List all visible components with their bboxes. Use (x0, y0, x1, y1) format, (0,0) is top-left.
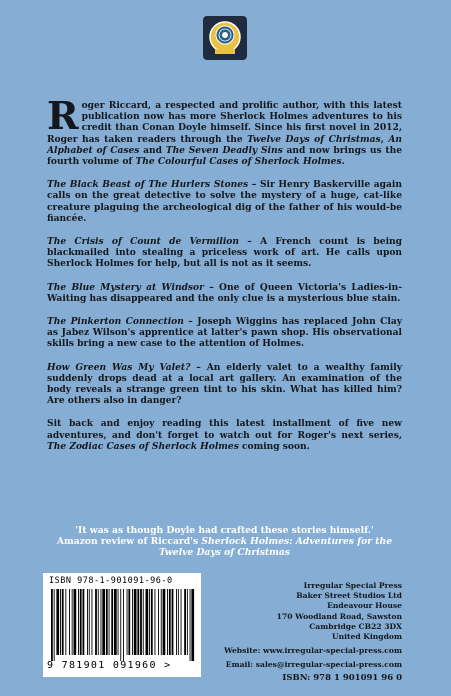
publisher-address (224, 581, 402, 683)
story-paragraph: The Blue Mystery at Windsor – One of Queen Victoria's Ladies-in-Waiting has disappeared and the only clue is a mysterious blue stain. (47, 281, 402, 304)
story-title: The Black Beast of The Hurlers Stones (47, 179, 249, 191)
closing-paragraph: Sit back and enjoy reading this latest installment of five new adventures, and don't forget to watch out for Roger's next series, The Zodiac Cases of Sherlock Holmes coming soon. (47, 418, 402, 452)
publisher-line: Cambridge CB22 3DX (309, 621, 402, 631)
publisher-isbn: ISBN: 978 1 901091 96 0 (282, 672, 402, 683)
barcode-bars-icon (49, 589, 195, 661)
irregular-special-press-logo-icon (203, 16, 247, 60)
publisher-line: Endeavour House (327, 601, 402, 611)
barcode-isbn-text: ISBN 978-1-901091-96-0 (49, 576, 173, 586)
story-title: The Crisis of Count de Vermilion (47, 236, 239, 248)
story-paragraph: The Pinkerton Connection – Joseph Wiggins has replaced John Clay as Jabez Wilson's apprentice at latter's pawn shop. His observational skills bring a new case to the attention of Holmes. (47, 316, 402, 350)
story-title: The Blue Mystery at Windsor (47, 281, 204, 293)
blurb (47, 93, 402, 464)
publisher-email: Email: sales@irregular-special-press.com (225, 660, 402, 670)
intro-paragraph: Roger Riccard, a respected and prolific author, with this latest publication now has more Sherlock Holmes adventures to his credit than Conan Doyle himself. Since his first novel in 2012, Roger has taken readers through the Twelve Days of Christmas, An Alphabet of Cases and The Seven Deadly Sins and now brings us the fourth volume of The Colourful Cases of Sherlock Holmes. (47, 93, 402, 168)
publisher-line: Baker Street Studios Ltd (296, 591, 402, 601)
story-paragraph: How Green Was My Valet? – An elderly valet to a wealthy family suddenly drops dead at a local art gallery. An examination of the body reveals a strange green tint to his skin. What has killed him? Are others also in danger? (47, 361, 402, 407)
publisher-line: Irregular Special Press (303, 581, 402, 590)
review-quote (47, 525, 402, 558)
story-title: The Pinkerton Connection (47, 316, 184, 328)
quote-line: 'It was as though Doyle had crafted these stories himself.' (75, 525, 374, 536)
story-title: How Green Was My Valet? (47, 361, 191, 373)
isbn-barcode (43, 573, 201, 677)
publisher-website: Website: www.irregular-special-press.com (224, 646, 402, 656)
story-paragraph: The Crisis of Count de Vermilion – A French count is being blackmailed into stealing a priceless work of art. He calls upon Sherlock Holmes for help, but all is not as it seems. (47, 236, 402, 270)
publisher-logo (203, 16, 247, 60)
drop-cap: R (47, 93, 79, 138)
story-paragraph: The Black Beast of The Hurlers Stones – Sir Henry Baskerville again calls on the great detective to solve the mystery of a huge, cat-like creature plaguing the archeological dig of the father of his would-be fiancée. (47, 179, 402, 224)
publisher-line: 170 Woodland Road, Sawston (276, 611, 402, 621)
quote-attribution: Amazon review of Riccard's Sherlock Holmes: Adventures for the Twelve Days of Christmas (56, 536, 393, 558)
publisher-line: United Kingdom (331, 632, 402, 642)
barcode-digits: 9 781901 091960 > (47, 660, 172, 671)
